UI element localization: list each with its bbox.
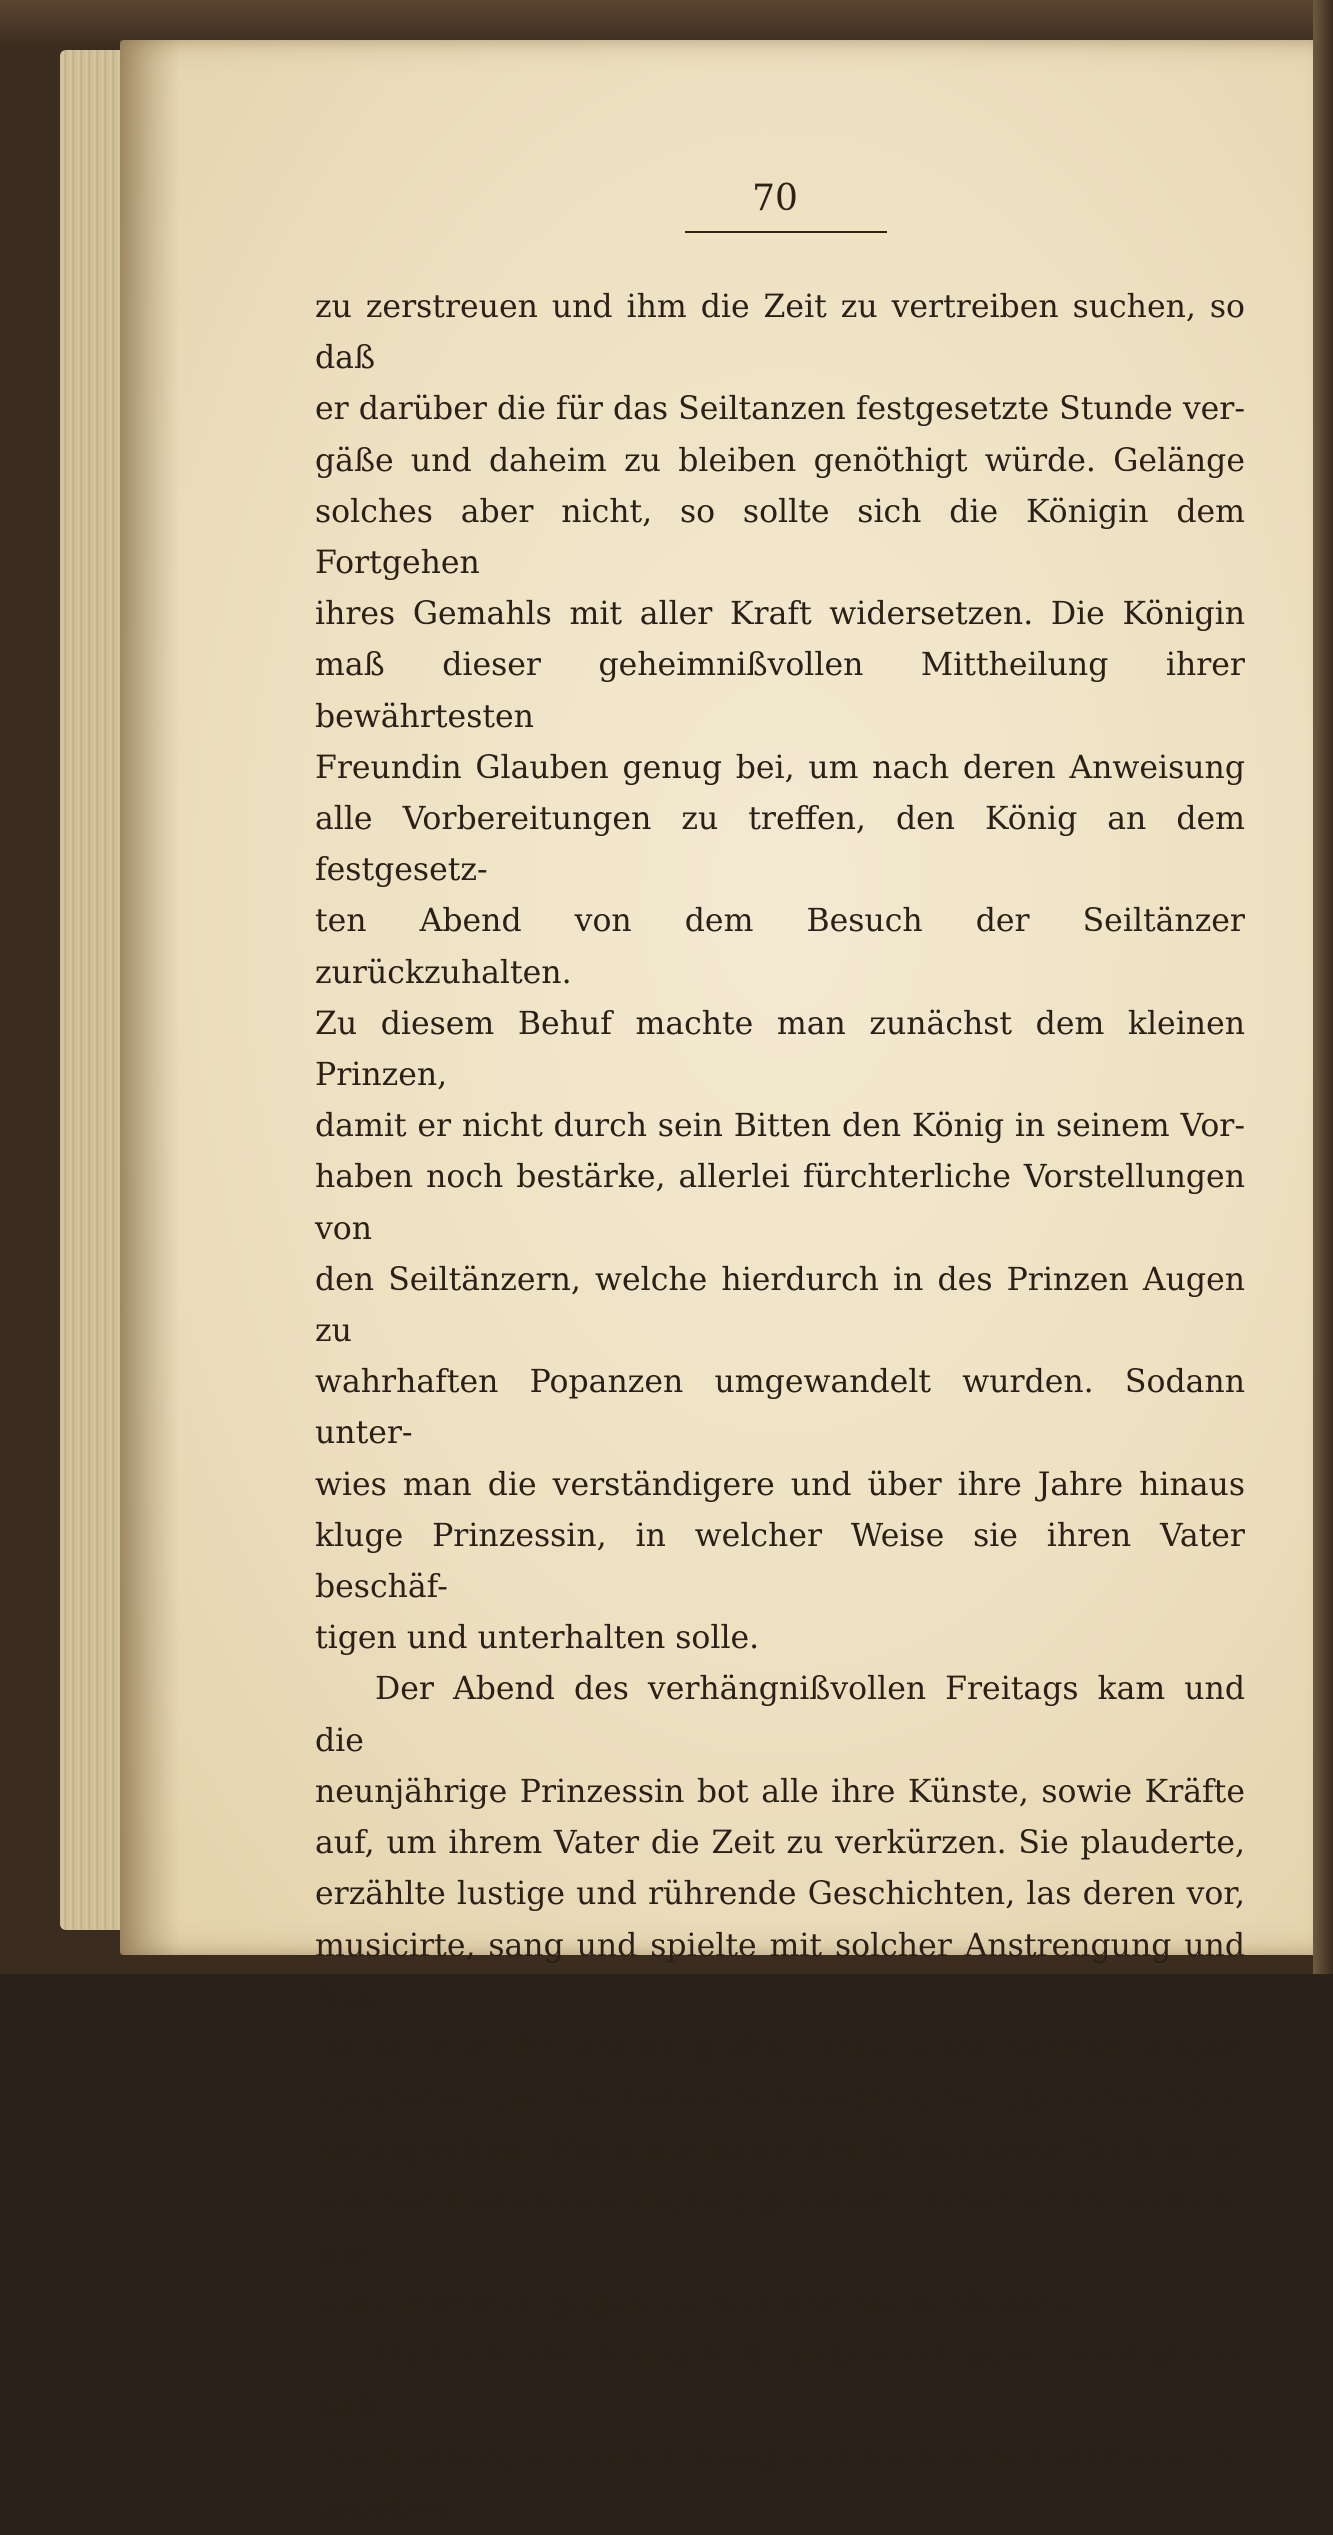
- text-line: dauer, daß ihr Antlitz glühte, ihre sonst sanften Augen: [315, 2029, 1245, 2066]
- text-line: alle Vorbereitungen zu treffen, den König an dem festgesetz-: [315, 801, 1245, 889]
- text-line: er darüber die für das Seiltanzen festgesetzte Stunde ver-: [315, 391, 1245, 428]
- text-line: erzählte lustige und rührende Geschichten, las deren vor,: [315, 1876, 1245, 1913]
- text-line: haben noch bestärke, allerlei fürchterliche Vorstellungen von: [315, 1159, 1245, 1247]
- header-rule: [685, 231, 887, 233]
- text-line: sprüheten und die hellen Schweißtropfen über ihre Stirn: [315, 2081, 1245, 2118]
- text-line: tigen und unterhalten solle.: [315, 1620, 760, 1657]
- body-text: [315, 282, 1245, 2535]
- page-number: 70: [752, 178, 798, 219]
- text-line: sonst nimmer, gegen sie war und sie liebkosete.: [315, 2285, 1083, 2322]
- text-line: auf, um ihrem Vater die Zeit zu verkürzen. Sie plauderte,: [315, 1825, 1245, 1862]
- text-line-content: Da hörte der König halb sieben schlagen, weshalb er sich: [315, 2337, 1245, 2425]
- text-line: wies man die verständigere und über ihre Jahre hinaus: [315, 1466, 1245, 1503]
- text-line: herabperlten. Noch nie hatte der König seine Tochter in: [315, 2132, 1245, 2169]
- text-line-indented: [315, 1664, 1245, 1766]
- text-line: kluge Prinzessin, in welcher Weise sie ihren Vater beschäf-: [315, 1517, 1245, 1606]
- text-line: den Seiltänzern, welche hierdurch in des Prinzen Augen zu: [315, 1261, 1245, 1350]
- text-line: wahrhaften Popanzen umgewandelt wurden. Sodann unter-: [315, 1364, 1245, 1452]
- text-line: zu zerstreuen und ihm die Zeit zu vertreiben suchen, so daß: [315, 289, 1245, 377]
- text-line: Freundin Glauben genug bei, um nach deren Anweisung: [315, 749, 1245, 786]
- text-line: rasch erhob, um sich hinweg und nach dem Rathhause zu begeben.: [315, 2439, 1245, 2527]
- text-line: solcher Liebenswürdigkeit gesehen, daher er freundlich, wie: [315, 2183, 1245, 2271]
- text-line-indented: [315, 2330, 1245, 2432]
- book-cover-right-edge: [1313, 0, 1333, 1974]
- text-line: neunjährige Prinzessin bot alle ihre Künste, sowie Kräfte: [315, 1773, 1245, 1810]
- text-line: ten Abend von dem Besuch der Seiltänzer zurückzuhalten.: [315, 903, 1245, 991]
- text-line: gäße und daheim zu bleiben genöthigt würde. Gelänge: [315, 442, 1245, 479]
- text-line: ihres Gemahls mit aller Kraft widersetzen. Die Königin: [315, 596, 1245, 633]
- text-line: solches aber nicht, so sollte sich die Königin dem Fortgehen: [315, 493, 1245, 582]
- text-line-content: Der Abend des verhängnißvollen Freitags kam und die: [315, 1671, 1245, 1759]
- text-line: damit er nicht durch sein Bitten den König in seinem Vor-: [315, 1108, 1245, 1145]
- spine-shadow: [120, 40, 180, 1955]
- text-line: maß dieser geheimnißvollen Mittheilung ihrer bewährtesten: [315, 647, 1245, 735]
- text-line: Zu diesem Behuf machte man zunächst dem kleinen Prinzen,: [315, 1005, 1245, 1094]
- text-line: musicirte, sang und spielte mit solcher Anstrengung und Aus-: [315, 1927, 1245, 2015]
